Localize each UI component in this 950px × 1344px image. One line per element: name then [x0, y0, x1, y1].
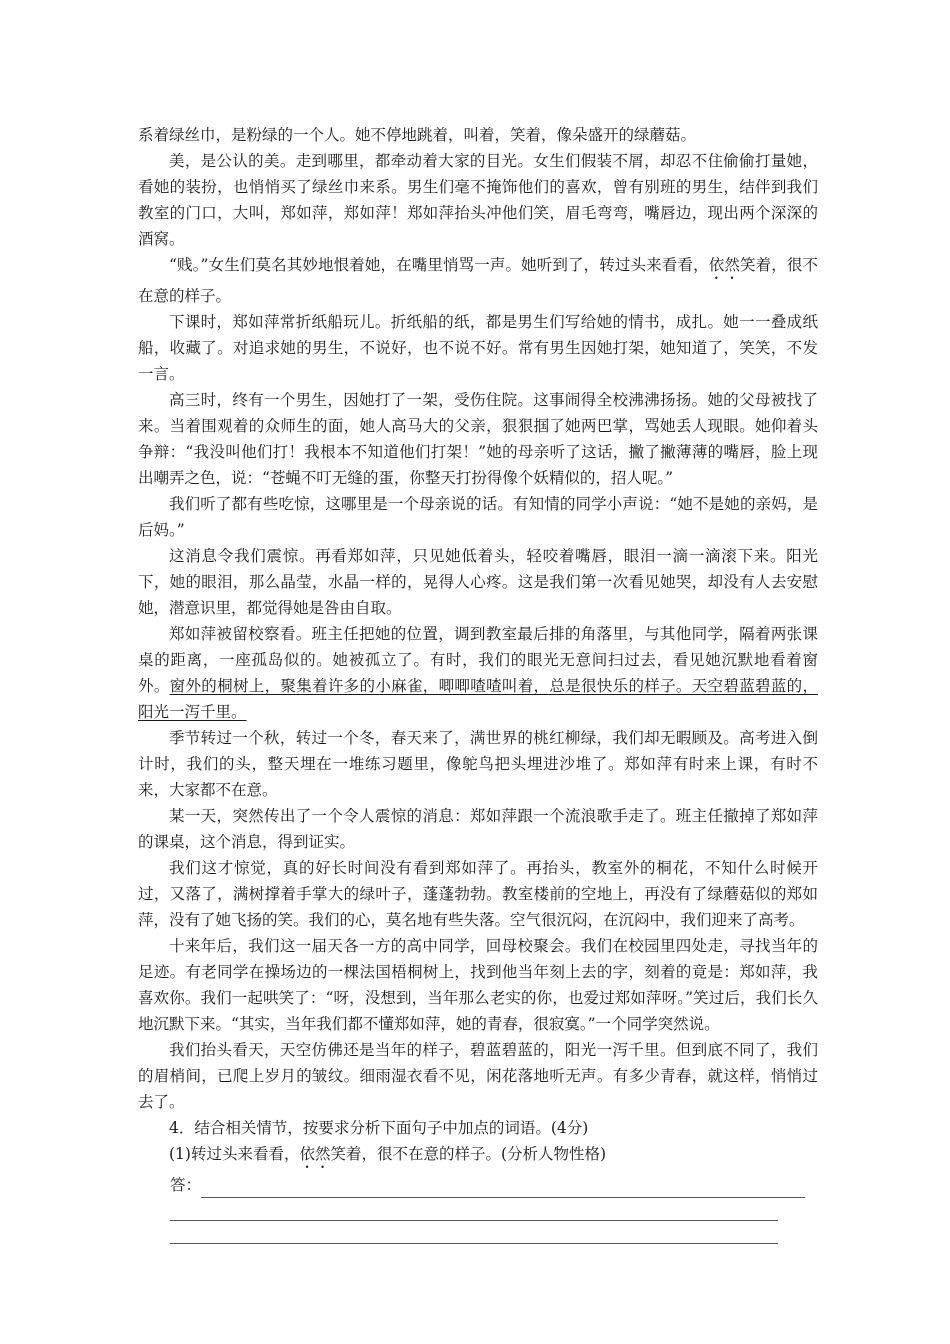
paragraph-text: 笑着，很不在意的样子。	[138, 256, 818, 305]
paragraph-text: 郑如萍被留校察看。班主任把她的位置，调到教室最后排的角落里，与其他同学，隔着两张课桌的距离，一座孤岛似的。她被孤立了。有时，我们的眼光无意间扫过去，看见她沉默地看着窗外。	[138, 625, 818, 695]
question-title: 4．结合相关情节，按要求分析下面句子中加点的词语。(4分)	[169, 1119, 589, 1137]
paragraph-text: “贱。”女生们莫名其妙地恨着她，在嘴里悄骂一声。她听到了，转过头来看看，	[169, 256, 709, 274]
dotted-word: 依然	[708, 256, 740, 274]
paragraph: 某一天，突然传出了一个令人震惊的消息：郑如萍跟一个流浪歌手走了。班主任撤掉了郑如萍的课桌，这个消息，得到证实。	[138, 807, 818, 851]
answer-line[interactable]	[170, 1198, 778, 1221]
answer-line[interactable]	[170, 1221, 778, 1244]
paragraph: 高三时，终有一个男生，因她打了一架，受伤住院。这事闹得全校沸沸扬扬。她的父母被找了来。当着围观着的众师生的面，她人高马大的父亲，狠狠掴了她两巴掌，骂她丢人现眼。她仰着头争辩：“我没叫他们打！我根本不知道他们打架！”她的母亲听了这话，撇了撇薄薄的嘴唇，脸上现出嘲弄之色，说：“苍蝇不叮无缝的蛋，你整天打扮得像个妖精似的，招人呢。”	[138, 391, 818, 487]
paragraph: 十来年后，我们这一届天各一方的高中同学，回母校聚会。我们在校园里四处走，寻找当年的足迹。有老同学在操场边的一棵法国梧桐树上，找到他当年刻上去的字，刻着的竟是：郑如萍，我喜欢你。我们一起哄笑了：“呀，没想到，当年那么老实的你，也爱过郑如萍呀。”笑过后，我们长久地沉默下来。“其实，当年我们都不懂郑如萍，她的青春，很寂寞。”一个同学突然说。	[138, 937, 818, 1033]
paragraph	[138, 621, 818, 725]
document-page	[138, 122, 818, 1244]
answer-label: 答：	[170, 1176, 202, 1194]
question-text: 笑着，很不在意的样子。(分析人物性格)	[330, 1145, 607, 1163]
question-text: (1)转过头来看看，	[169, 1145, 300, 1163]
paragraph: 我们这才惊觉，真的好长时间没有看到郑如萍了。再抬头，教室外的桐花，不知什么时候开过，又落了，满树撑着手掌大的绿叶子，蓬蓬勃勃。教室楼前的空地上，再没有了绿蘑菇似的郑如萍，没有了她飞扬的笑。我们的心，莫名地有些失落。空气很沉闷，在沉闷中，我们迎来了高考。	[138, 859, 818, 929]
paragraph: 下课时，郑如萍常折纸船玩儿。折纸船的纸，都是男生们写给她的情书，成扎。她一一叠成纸船，收藏了。对追求她的男生，不说好，也不说不好。常有男生因她打架，她知道了，笑笑，不发一言。	[138, 313, 818, 383]
paragraph	[138, 252, 818, 309]
paragraph: 我们听了都有些吃惊，这哪里是一个母亲说的话。有知情的同学小声说：“她不是她的亲妈，是后妈。”	[138, 495, 818, 539]
underlined-sentence: 窗外的桐树上，聚集着许多的小麻雀，唧唧喳喳叫着，总是很快乐的样子。天空碧蓝碧蓝的，阳光一泻千里。	[138, 677, 818, 721]
paragraph: 美，是公认的美。走到哪里，都牵动着大家的目光。女生们假装不屑，却忍不住偷偷打量她，看她的装扮，也悄悄买了绿丝巾来系。男生们毫不掩饰他们的喜欢，曾有别班的男生，结伴到我们教室的门口，大叫，郑如萍，郑如萍！郑如萍抬头冲他们笑，眉毛弯弯，嘴唇边，现出两个深深的酒窝。	[138, 152, 818, 248]
paragraph: 季节转过一个秋，转过一个冬，春天来了，满世界的桃红柳绿，我们却无暇顾及。高考进入倒计时，我们的头，整天埋在一堆练习题里，像鸵鸟把头埋进沙堆了。郑如萍有时来上课，有时不来，大家都不在意。	[138, 729, 818, 799]
answer-row	[170, 1172, 818, 1198]
paragraph: 我们抬头看天，天空仿佛还是当年的样子，碧蓝碧蓝的，阳光一泻千里。但到底不同了，我们的眉梢间，已爬上岁月的皱纹。细雨湿衣看不见，闲花落地听无声。有多少青春，就这样，悄悄过去了。	[138, 1041, 818, 1111]
dotted-word: 依然	[299, 1145, 331, 1163]
answer-line[interactable]	[201, 1179, 805, 1198]
paragraph: 系着绿丝巾，是粉绿的一个人。她不停地跳着，叫着，笑着，像朵盛开的绿蘑菇。	[138, 126, 697, 144]
paragraph: 这消息令我们震惊。再看郑如萍，只见她低着头，轻咬着嘴唇，眼泪一滴一滴滚下来。阳光下，她的眼泪，那么晶莹，水晶一样的，晃得人心疼。这是我们第一次看见她哭，却没有人去安慰她，潜意识里，都觉得她是咎由自取。	[138, 547, 818, 617]
question-sub	[138, 1141, 818, 1172]
